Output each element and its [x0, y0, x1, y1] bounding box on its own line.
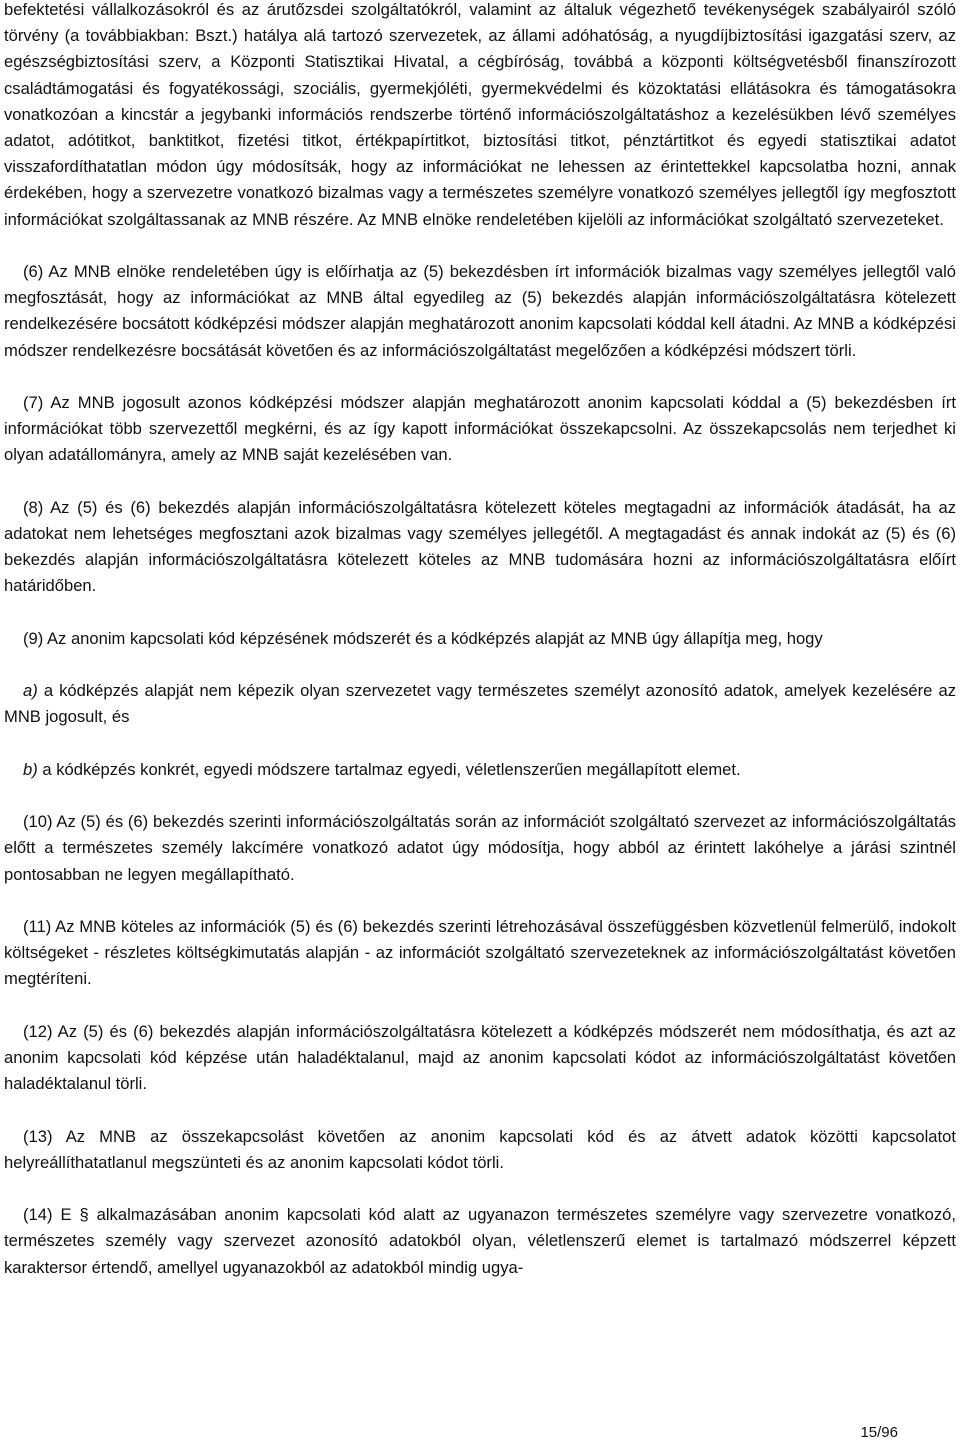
paragraph-spacer — [4, 888, 956, 914]
paragraph-spacer — [4, 731, 956, 757]
paragraph-10: (10) Az (5) és (6) bekezdés szerinti információszolgáltatás során az információt szolgáltató szervezet az információszolgáltatás előtt a természetes személy lakcímére vonatkozó adatot úgy módosítja, hogy abból az érintett lakóhelye a járási szintnél pontosabban ne legyen megállapítható. — [4, 812, 956, 884]
document-page — [4, 0, 956, 1281]
point-b-text: a kódképzés konkrét, egyedi módszere tartalmaz egyedi, véletlenszerűen megállapított elemet. — [37, 759, 741, 779]
point-a-text: a kódképzés alapját nem képezik olyan szervezetet vagy természetes személyt azonosító adatok, amelyek kezelésére az MNB jogosult, és — [4, 681, 956, 727]
paragraph-9-point-b — [4, 757, 956, 783]
point-b-label: b) — [23, 759, 38, 779]
point-a-label: a) — [23, 681, 38, 701]
paragraph-6: (6) Az MNB elnöke rendeletében úgy is előírhatja az (5) bekezdésben írt információk bizalmas vagy személyes jellegtől való megfosztását, hogy az információkat az MNB által egyedileg az (5) bekezdés alapján információszolgáltatásra kötelezett rendelkezésére bocsátott kódképzési módszer alapján meghatározott anonim kapcsolati kóddal kell átadni. Az MNB a kódképzési módszer rendelkezésre bocsátását követően és az információszolgáltatást megelőzően a kódképzési módszert törli. — [4, 262, 956, 360]
paragraph-spacer — [4, 364, 956, 390]
paragraph-11: (11) Az MNB köteles az információk (5) és (6) bekezdés szerinti létrehozásával összefüggésben közvetlenül felmerülő, indokolt költségeket - részletes költségkimutatás alapján - az információt szolgáltató szervezeteknek az információszolgáltatást követően megtéríteni. — [4, 916, 956, 989]
paragraph-spacer — [4, 783, 956, 809]
paragraph-9-point-a — [4, 678, 956, 730]
paragraph-spacer — [4, 993, 956, 1019]
paragraph-12: (12) Az (5) és (6) bekezdés alapján információszolgáltatásra kötelezett a kódképzés módszerét nem módosíthatja, és azt az anonim kapcsolati kód képzése után haladéktalanul, majd az anonim kapcsolati kódot az információszolgáltatást követően haladéktalanul törli. — [4, 1021, 956, 1094]
paragraph-spacer — [4, 600, 956, 626]
paragraph-9: (9) Az anonim kapcsolati kód képzésének módszerét és a kódképzés alapját az MNB úgy állapítja meg, hogy — [23, 628, 823, 648]
paragraph-spacer — [4, 469, 956, 495]
paragraph-8: (8) Az (5) és (6) bekezdés alapján információszolgáltatásra kötelezett köteles megtagadni az információk átadását, ha az adatokat nem lehetséges megfosztani azok bizalmas vagy személyes jellegétől. A megtagadást és annak indokát az (5) és (6) bekezdés alapján információszolgáltatásra kötelezett köteles az MNB tudomására hozni az információszolgáltatásra előírt határidőben. — [4, 497, 956, 596]
paragraph-spacer — [4, 1176, 956, 1202]
page-number: 15/96 — [860, 1424, 898, 1441]
paragraph-14: (14) E § alkalmazásában anonim kapcsolati kód alatt az ugyanazon természetes személyre vagy szervezetre vonatkozó, természetes személy vagy szervezet azonosító adatokból olyan, véletlenszerű elemet is tartalmazó módszerrel képzett karaktersor értendő, amellyel ugyanazokból az adatokból mindig ugya- — [4, 1205, 956, 1277]
paragraph-5-continuation: befektetési vállalkozásokról és az árutőzsdei szolgáltatókról, valamint az általuk végezhető tevékenységek szabályairól szóló törvény (a továbbiakban: Bszt.) hatálya alá tartozó szervezetek, az állami adóhatóság, a nyugdíjbiztosítási igazgatási szerv, az egészségbiztosítási szerv, a Központi Statisztikai Hivatal, a cégbíróság, továbbá a központi költségvetésből finanszírozott családtámogatási és fogyatékossági, szociális, gyermekjóléti, gyermekvédelmi és közoktatási ellátásokra és támogatásokra vonatkozóan a kincstár a jegybanki információs rendszerbe történő információszolgáltatáshoz a kezelésükben lévő személyes adatot, adótitkot, banktitkot, fizetési titkot, értékpapírtitkot, biztosítási titkot, pénztártitkot és egyedi statisztikai adatot visszafordíthatatlan módon úgy módosítsák, hogy az információkat ne lehessen az érintettekkel kapcsolatba hozni, annak érdekében, hogy a szervezetre vonatkozó bizalmas vagy a természetes személyre vonatkozó személyes jellegtől így megfosztott információkat szolgáltassanak az MNB részére. Az MNB elnöke rendeletében kijelöli az információkat szolgáltató szervezeteket. — [4, 0, 956, 229]
paragraph-spacer — [4, 233, 956, 259]
paragraph-spacer — [4, 1097, 956, 1123]
paragraph-13: (13) Az MNB az összekapcsolást követően az anonim kapcsolati kód és az átvett adatok közötti kapcsolatot helyreállíthatatlanul megszünteti és az anonim kapcsolati kódot törli. — [4, 1126, 956, 1172]
paragraph-spacer — [4, 652, 956, 678]
paragraph-7: (7) Az MNB jogosult azonos kódképzési módszer alapján meghatározott anonim kapcsolati kóddal a (5) bekezdésben írt információkat több szervezettől megkérni, és az így kapott információkat összekapcsolni. Az összekapcsolás nem terjedhet ki olyan adatállományra, amely az MNB saját kezelésében van. — [4, 393, 956, 465]
